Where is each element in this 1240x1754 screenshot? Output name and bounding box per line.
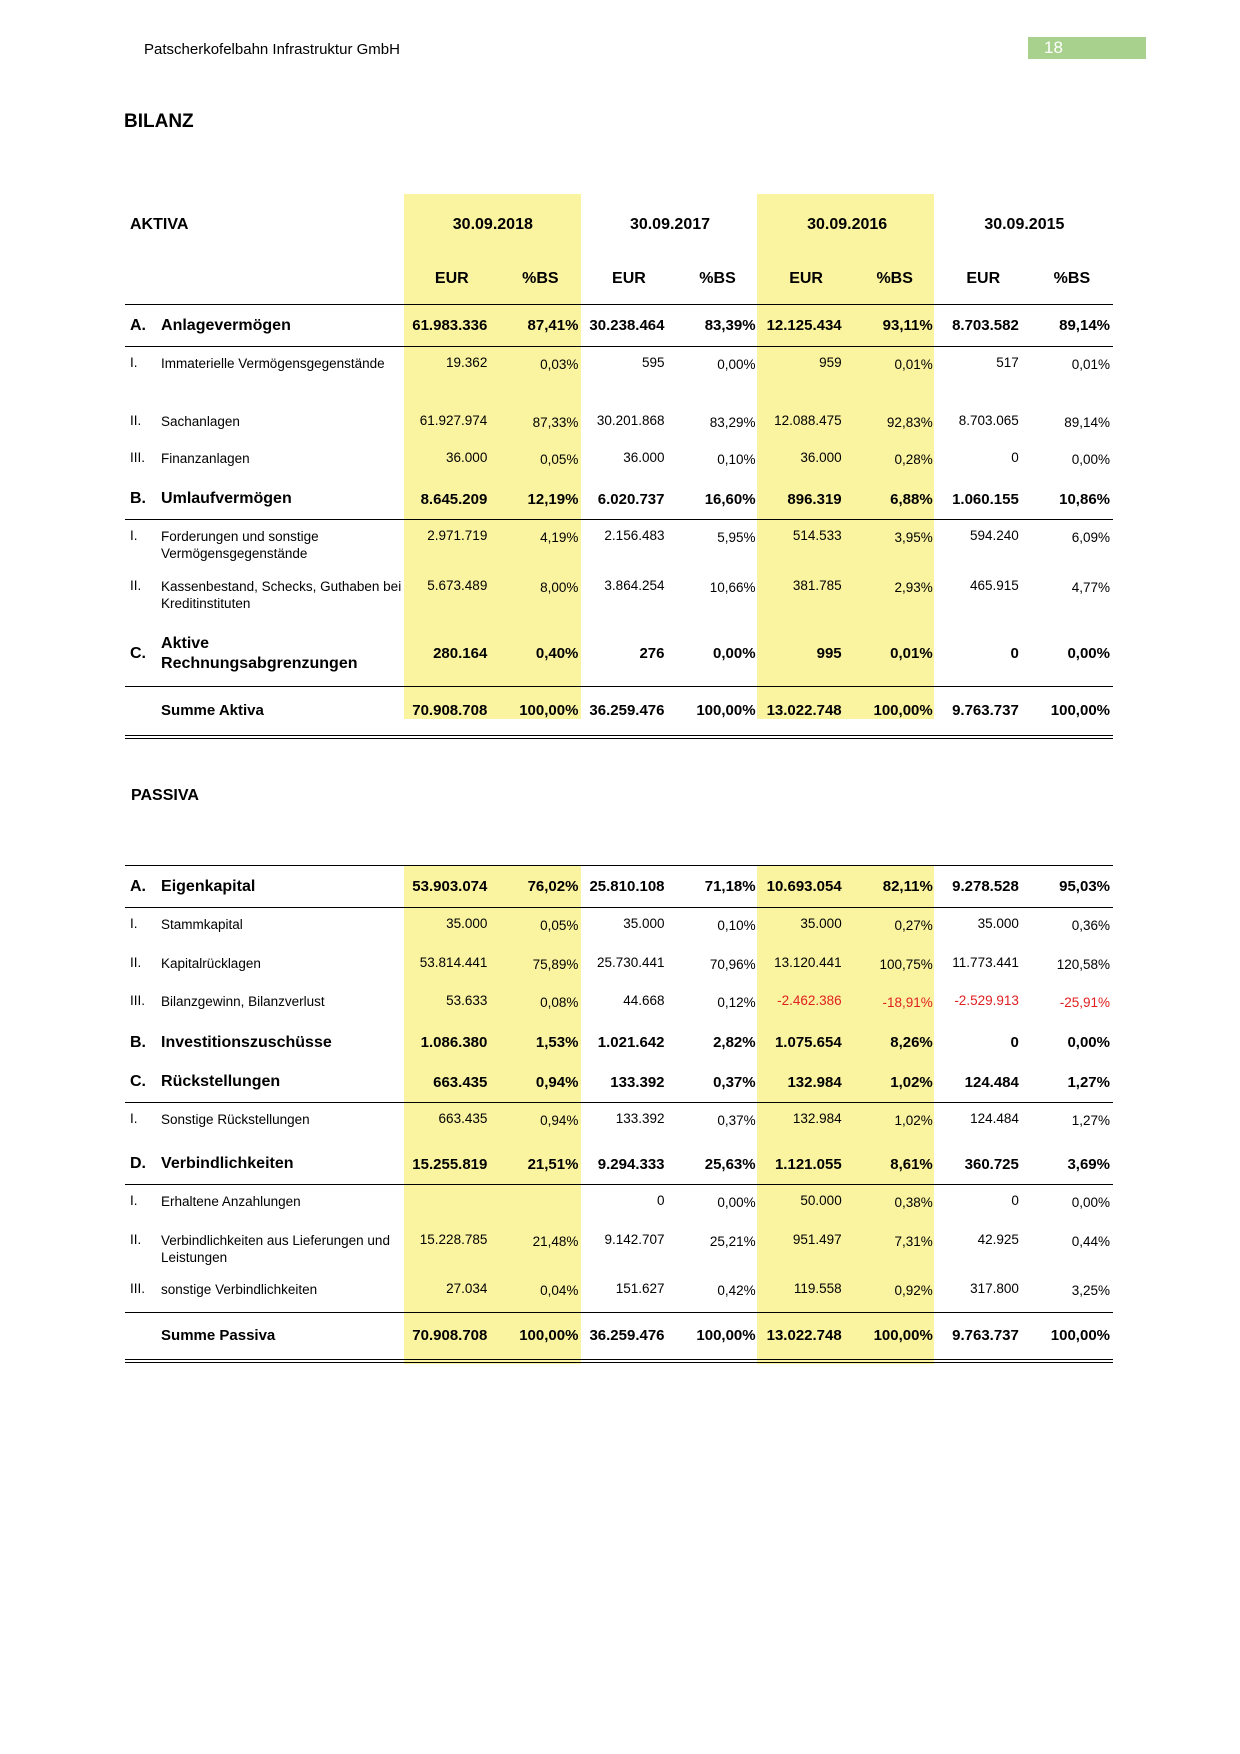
pct-value: 89,14%: [1064, 414, 1110, 430]
section-row: [125, 1063, 1113, 1103]
pct-value: 93,11%: [854, 305, 936, 347]
row-label: Verbindlichkeiten aus Lieferungen und Leistungen: [161, 1232, 390, 1265]
eur-value: 0: [1011, 449, 1019, 465]
row-number: [125, 1313, 161, 1361]
eur-value: 15.228.785: [419, 1231, 488, 1247]
eur-value: 70.908.708: [404, 687, 499, 737]
eur-value: 9.763.737: [936, 1313, 1031, 1361]
eur-value: 61.983.336: [404, 305, 499, 347]
aktiva-table: [125, 196, 1113, 739]
eur-value: 8.703.582: [936, 305, 1031, 347]
eur-value: 896.319: [759, 480, 854, 520]
eur-value: 276: [581, 622, 676, 687]
pct-value: 0,28%: [894, 451, 933, 467]
row-label: Eigenkapital: [161, 866, 404, 908]
section-row: [125, 866, 1113, 908]
eur-value: 1.075.654: [774, 1034, 842, 1051]
eur-value: 0: [657, 1193, 665, 1208]
eur-value: 36.000: [800, 449, 842, 465]
table-row: [125, 442, 1113, 480]
eur-value: 35.000: [800, 916, 842, 931]
eur-value: 133.392: [615, 1111, 665, 1126]
eur-value: 53.814.441: [419, 954, 488, 970]
section-row: [125, 480, 1113, 520]
eur-value: 19.362: [446, 355, 488, 370]
section-row: [125, 1023, 1113, 1063]
eur-value: 36.000: [446, 449, 488, 465]
pct-header: %BS: [499, 254, 581, 305]
pct-value: 4,19%: [540, 530, 579, 545]
eur-value: 595: [641, 355, 665, 370]
row-label: Kassenbestand, Schecks, Guthaben bei Kreditinstituten: [161, 578, 402, 611]
eur-value: 663.435: [404, 1063, 499, 1103]
pct-value: 76,02%: [499, 866, 581, 908]
eur-header: EUR: [936, 254, 1031, 305]
pct-value: 7,31%: [894, 1233, 933, 1249]
eur-value: 0: [1011, 1193, 1019, 1208]
pct-value: 1,02%: [854, 1063, 936, 1103]
row-number: D.: [125, 1145, 161, 1185]
pct-value: 6,09%: [1071, 530, 1110, 545]
pct-value: 83,39%: [676, 305, 758, 347]
pct-value: 0,42%: [677, 1273, 759, 1313]
eur-value: 35.000: [623, 916, 665, 931]
row-label: Finanzanlagen: [161, 450, 250, 466]
row-label: Stammkapital: [161, 917, 243, 932]
eur-value: 119.558: [759, 1273, 854, 1313]
pct-value: 89,14%: [1031, 305, 1113, 347]
pct-value: 83,29%: [709, 414, 756, 430]
pct-value: [499, 1185, 581, 1224]
pct-value: 95,03%: [1031, 866, 1113, 908]
passiva-label: PASSIVA: [131, 787, 199, 804]
eur-value: 381.785: [792, 577, 842, 593]
row-number: C.: [125, 1063, 161, 1103]
eur-value: 35.000: [977, 916, 1019, 931]
eur-value: 360.725: [936, 1145, 1031, 1185]
pct-value: 71,18%: [677, 866, 759, 908]
pct-value: 25,63%: [677, 1145, 759, 1185]
pct-value: 0,01%: [1071, 357, 1110, 372]
eur-header: EUR: [404, 254, 499, 305]
eur-value: 124.484: [970, 1111, 1019, 1126]
eur-value: 124.484: [936, 1063, 1031, 1103]
row-label: Kapitalrücklagen: [161, 955, 261, 971]
pct-value: 0,10%: [717, 451, 756, 467]
date-2015: 30.09.2015: [984, 216, 1065, 233]
eur-value: 2.971.719: [427, 528, 488, 543]
eur-value: 317.800: [936, 1273, 1031, 1313]
row-label: Investitionszuschüsse: [161, 1033, 332, 1051]
row-number: A.: [125, 866, 161, 908]
eur-value: 30.201.868: [596, 412, 665, 428]
pct-value: 0,27%: [894, 918, 933, 933]
eur-value: 13.022.748: [759, 1313, 854, 1361]
pct-value: 0,40%: [499, 622, 581, 687]
row-number: II.: [130, 1231, 142, 1247]
pct-value: 120,58%: [1056, 956, 1110, 972]
pct-value: 0,37%: [677, 1063, 759, 1103]
pct-value: 100,00%: [677, 1313, 759, 1361]
eur-value: 13.022.748: [759, 687, 854, 737]
pct-value: 0,00%: [717, 1195, 756, 1210]
eur-value: 5.673.489: [427, 577, 488, 593]
pct-value: 100,00%: [676, 687, 758, 737]
pct-value: 0,94%: [540, 1113, 579, 1128]
pct-value: 10,66%: [709, 579, 756, 595]
pct-value: 25,21%: [709, 1233, 756, 1249]
eur-value: 13.120.441: [774, 954, 842, 970]
eur-value: 30.238.464: [581, 305, 676, 347]
eur-value: 9.763.737: [936, 687, 1031, 737]
table-row: [125, 1185, 1113, 1224]
eur-value: 25.810.108: [581, 866, 676, 908]
pct-value: 82,11%: [854, 866, 936, 908]
pct-value: 0,03%: [540, 357, 579, 372]
row-label: Erhaltene Anzahlungen: [161, 1194, 301, 1209]
eur-value: [404, 1185, 499, 1224]
eur-value: 132.984: [759, 1063, 854, 1103]
pct-value: 100,00%: [1031, 1313, 1113, 1361]
eur-header: EUR: [581, 254, 676, 305]
table-row: [125, 570, 1113, 622]
row-label: Summe Passiva: [161, 1313, 404, 1361]
pct-header: %BS: [1031, 254, 1113, 305]
row-label: Forderungen und sonstige Vermögensgegenstände: [161, 529, 319, 561]
pct-value: 1,53%: [535, 1034, 579, 1051]
pct-value: 8,61%: [854, 1145, 936, 1185]
pct-value: 0,00%: [676, 622, 758, 687]
pct-value: 0,44%: [1071, 1233, 1110, 1249]
row-number: II.: [130, 577, 142, 593]
pct-value: 0,05%: [540, 451, 579, 467]
pct-value: -25,91%: [1059, 994, 1110, 1010]
eur-value: 2.156.483: [604, 528, 665, 543]
eur-value: 35.000: [446, 916, 488, 931]
pct-value: 6,88%: [854, 480, 936, 520]
eur-value: 36.000: [623, 449, 665, 465]
row-number: I.: [130, 1111, 138, 1126]
pct-value: 0,36%: [1071, 918, 1110, 933]
pct-value: 3,25%: [1031, 1273, 1113, 1313]
row-number: II.: [130, 954, 142, 970]
eur-value: 133.392: [581, 1063, 676, 1103]
row-number: III.: [125, 1273, 161, 1313]
pct-value: 0,00%: [717, 357, 756, 372]
pct-value: 0,00%: [1031, 622, 1113, 687]
row-number: [125, 687, 161, 737]
section-row: [125, 1145, 1113, 1185]
pct-value: 3,95%: [894, 530, 933, 545]
eur-value: 44.668: [623, 992, 665, 1008]
eur-value: 1.021.642: [597, 1034, 665, 1051]
pct-value: -18,91%: [882, 994, 933, 1010]
eur-header: EUR: [759, 254, 854, 305]
section-row: [125, 305, 1113, 347]
row-label: Bilanzgewinn, Bilanzverlust: [161, 993, 325, 1009]
eur-value: 951.497: [792, 1231, 842, 1247]
pct-value: 3,69%: [1031, 1145, 1113, 1185]
pct-value: 1,27%: [1031, 1063, 1113, 1103]
table-row: [125, 908, 1113, 947]
eur-value: -2.462.386: [777, 992, 842, 1008]
eur-value: 53.633: [446, 992, 488, 1008]
row-label: Sachanlagen: [161, 413, 240, 429]
eur-value: 959: [819, 355, 842, 370]
pct-header: %BS: [676, 254, 758, 305]
eur-value: 995: [759, 622, 854, 687]
eur-value: 514.533: [792, 528, 842, 543]
row-number: A.: [125, 305, 161, 347]
eur-value: 8.645.209: [404, 480, 499, 520]
pct-value: 0,01%: [894, 357, 933, 372]
eur-value: 465.915: [969, 577, 1019, 593]
pct-value: 0,04%: [499, 1273, 581, 1313]
pct-value: 16,60%: [676, 480, 758, 520]
pct-value: 5,95%: [717, 530, 756, 545]
eur-value: 9.278.528: [936, 866, 1031, 908]
table-row: [125, 405, 1113, 442]
pct-value: 21,51%: [499, 1145, 581, 1185]
pct-value: 100,00%: [854, 687, 936, 737]
eur-value: 517: [996, 355, 1019, 370]
currency-header-row: [125, 254, 1113, 305]
total-row: [125, 1313, 1113, 1361]
table-row: [125, 985, 1113, 1023]
page-number-badge: 18: [1028, 37, 1146, 59]
page-title: BILANZ: [124, 111, 194, 132]
date-2017: 30.09.2017: [629, 216, 711, 233]
eur-value: 6.020.737: [581, 480, 676, 520]
eur-value: 1.060.155: [936, 480, 1031, 520]
date-header-row: [125, 196, 1113, 254]
pct-header: %BS: [854, 254, 936, 305]
eur-value: 11.773.441: [952, 954, 1019, 970]
table-row: [125, 520, 1113, 570]
pct-value: 21,48%: [532, 1233, 579, 1249]
eur-value: 0: [936, 622, 1031, 687]
aktiva-label: AKTIVA: [130, 216, 189, 233]
eur-value: 8.703.065: [958, 412, 1019, 428]
company-name: Patscherkofelbahn Infrastruktur GmbH: [144, 41, 400, 58]
eur-value: 25.730.441: [596, 954, 665, 970]
pct-value: 100,00%: [499, 1313, 581, 1361]
eur-value: 9.294.333: [581, 1145, 676, 1185]
eur-value: 0: [1010, 1034, 1019, 1051]
pct-value: 8,26%: [890, 1034, 933, 1051]
pct-value: 0,37%: [717, 1113, 756, 1128]
pct-value: 0,05%: [540, 918, 579, 933]
row-label: Sonstige Rückstellungen: [161, 1112, 310, 1127]
eur-value: 10.693.054: [759, 866, 854, 908]
eur-value: 61.927.974: [419, 412, 488, 428]
eur-value: 132.984: [792, 1111, 842, 1126]
pct-value: 0,94%: [499, 1063, 581, 1103]
pct-value: 4,77%: [1071, 579, 1110, 595]
row-label: Umlaufvermögen: [161, 480, 404, 520]
row-number: II.: [130, 412, 142, 428]
pct-value: 0,08%: [540, 994, 579, 1010]
eur-value: -2.529.913: [954, 992, 1019, 1008]
row-number: III.: [130, 992, 146, 1008]
pct-value: 0,00%: [1071, 451, 1110, 467]
pct-value: 100,00%: [1031, 687, 1113, 737]
row-number: B.: [125, 480, 161, 520]
eur-value: 42.925: [977, 1231, 1019, 1247]
table-row: [125, 347, 1113, 405]
pct-value: 12,19%: [499, 480, 581, 520]
pct-value: 100,00%: [499, 687, 581, 737]
eur-value: 36.259.476: [581, 687, 676, 737]
row-label: Rückstellungen: [161, 1063, 404, 1103]
row-number: I.: [130, 916, 138, 931]
pct-value: 0,12%: [717, 994, 756, 1010]
table-row: [125, 1103, 1113, 1145]
pct-value: 0,92%: [854, 1273, 936, 1313]
row-number: I.: [130, 528, 138, 543]
eur-value: 53.903.074: [404, 866, 499, 908]
eur-value: 27.034: [404, 1273, 499, 1313]
pct-value: 0,00%: [1067, 1034, 1110, 1051]
row-number: III.: [130, 449, 146, 465]
date-2018: 30.09.2018: [452, 216, 533, 233]
eur-value: 12.125.434: [759, 305, 854, 347]
pct-value: 0,38%: [894, 1195, 933, 1210]
pct-value: 70,96%: [709, 956, 756, 972]
eur-value: 1.086.380: [420, 1034, 488, 1051]
eur-value: 663.435: [438, 1111, 488, 1126]
row-label: Anlagevermögen: [161, 305, 404, 347]
row-number: C.: [125, 622, 161, 687]
pct-value: 0,00%: [1071, 1195, 1110, 1210]
eur-value: 3.864.254: [604, 577, 665, 593]
pct-value: 100,75%: [879, 956, 933, 972]
pct-value: 0,01%: [854, 622, 936, 687]
pct-value: 1,27%: [1071, 1113, 1110, 1128]
pct-value: 87,33%: [532, 414, 579, 430]
pct-value: 8,00%: [540, 579, 579, 595]
row-number: I.: [130, 355, 138, 370]
pct-value: 75,89%: [532, 956, 579, 972]
eur-value: 15.255.819: [404, 1145, 499, 1185]
pct-value: 2,82%: [713, 1034, 756, 1051]
row-label: sonstige Verbindlichkeiten: [161, 1273, 404, 1313]
row-label: Summe Aktiva: [161, 687, 404, 737]
eur-value: 1.121.055: [759, 1145, 854, 1185]
eur-value: 280.164: [404, 622, 499, 687]
pct-value: 92,83%: [886, 414, 933, 430]
eur-value: 12.088.475: [774, 412, 842, 428]
total-row: [125, 687, 1113, 737]
section-row: [125, 622, 1113, 687]
row-label: Aktive Rechnungsabgrenzungen: [161, 622, 404, 687]
row-label: Immaterielle Vermögensgegenstände: [161, 356, 385, 371]
eur-value: 36.259.476: [581, 1313, 676, 1361]
pct-value: 100,00%: [854, 1313, 936, 1361]
row-number: B.: [130, 1033, 146, 1051]
table-row: [125, 1273, 1113, 1313]
pct-value: 87,41%: [499, 305, 581, 347]
date-2016: 30.09.2016: [807, 216, 888, 233]
pct-value: 10,86%: [1031, 480, 1113, 520]
row-label: Verbindlichkeiten: [161, 1145, 404, 1185]
eur-value: 594.240: [969, 528, 1019, 543]
eur-value: 50.000: [800, 1193, 842, 1208]
table-row: [125, 947, 1113, 985]
eur-value: 9.142.707: [604, 1231, 665, 1247]
eur-value: 151.627: [581, 1273, 676, 1313]
pct-value: 2,93%: [894, 579, 933, 595]
table-row: [125, 1224, 1113, 1273]
pct-value: 1,02%: [894, 1113, 933, 1128]
pct-value: 0,10%: [717, 918, 756, 933]
passiva-table: [125, 865, 1113, 1363]
row-number: I.: [130, 1193, 138, 1208]
eur-value: 70.908.708: [404, 1313, 499, 1361]
